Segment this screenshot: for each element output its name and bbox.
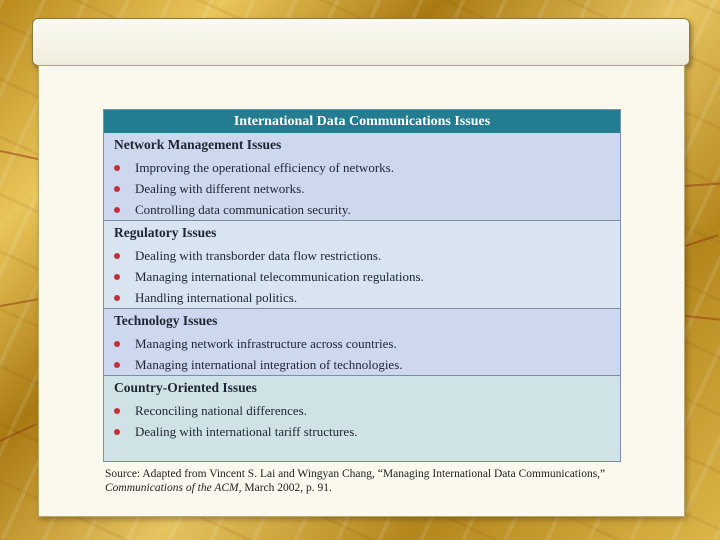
- list-item: [114, 199, 612, 220]
- bullet-icon: [114, 341, 120, 347]
- source-citation: [105, 467, 625, 495]
- list-item: [114, 245, 612, 266]
- bullet-icon: [114, 186, 120, 192]
- background-streak: [685, 183, 720, 187]
- list-item: [114, 421, 612, 442]
- list-item-text: Dealing with international tariff structures.: [135, 424, 358, 439]
- list-item-text: Handling international politics.: [135, 290, 298, 305]
- list-item: [114, 266, 612, 287]
- section-title: Network Management Issues: [114, 137, 282, 152]
- source-line-2: [105, 481, 625, 495]
- list-item-text: Managing network infrastructure across countries.: [135, 336, 397, 351]
- list-item-text: Managing international integration of technologies.: [135, 357, 403, 372]
- journal-name: Communications of the ACM,: [105, 482, 242, 494]
- list-item: [114, 354, 612, 375]
- list-item: [114, 400, 612, 421]
- section-title: Country-Oriented Issues: [114, 380, 257, 395]
- list-item-text: Reconciling national differences.: [135, 403, 307, 418]
- list-item-text: Improving the operational efficiency of networks.: [135, 160, 394, 175]
- bullet-list: [114, 157, 612, 220]
- section-technology: [104, 308, 620, 375]
- bullet-icon: [114, 207, 120, 213]
- section-regulatory: [104, 220, 620, 308]
- bullet-icon: [114, 408, 120, 414]
- bullet-icon: [114, 253, 120, 259]
- table-header: International Data Communications Issues: [104, 110, 620, 133]
- bullet-icon: [114, 165, 120, 171]
- list-item: [114, 287, 612, 308]
- source-date: March 2002, p. 91.: [241, 482, 332, 494]
- section-country-oriented: [104, 375, 620, 461]
- bullet-list: [114, 333, 612, 375]
- section-title: Regulatory Issues: [114, 225, 217, 240]
- list-item: [114, 333, 612, 354]
- bullet-icon: [114, 295, 120, 301]
- list-item-text: Managing international telecommunication regulations.: [135, 269, 424, 284]
- list-item-text: Controlling data communication security.: [135, 202, 351, 217]
- bullet-icon: [114, 429, 120, 435]
- issues-table: [103, 109, 621, 462]
- list-item: [114, 157, 612, 178]
- bullet-icon: [114, 362, 120, 368]
- slide-title-bar: [32, 18, 690, 66]
- list-item-text: Dealing with transborder data flow restrictions.: [135, 248, 382, 263]
- bullet-list: [114, 245, 612, 308]
- section-network-management: [104, 133, 620, 220]
- bullet-list: [114, 400, 612, 442]
- section-title: Technology Issues: [114, 313, 218, 328]
- background-streak: [685, 315, 720, 321]
- bullet-icon: [114, 274, 120, 280]
- list-item-text: Dealing with different networks.: [135, 181, 305, 196]
- list-item: [114, 178, 612, 199]
- source-line-1: Source: Adapted from Vincent S. Lai and Wingyan Chang, “Managing International Data Communications,”: [105, 468, 606, 480]
